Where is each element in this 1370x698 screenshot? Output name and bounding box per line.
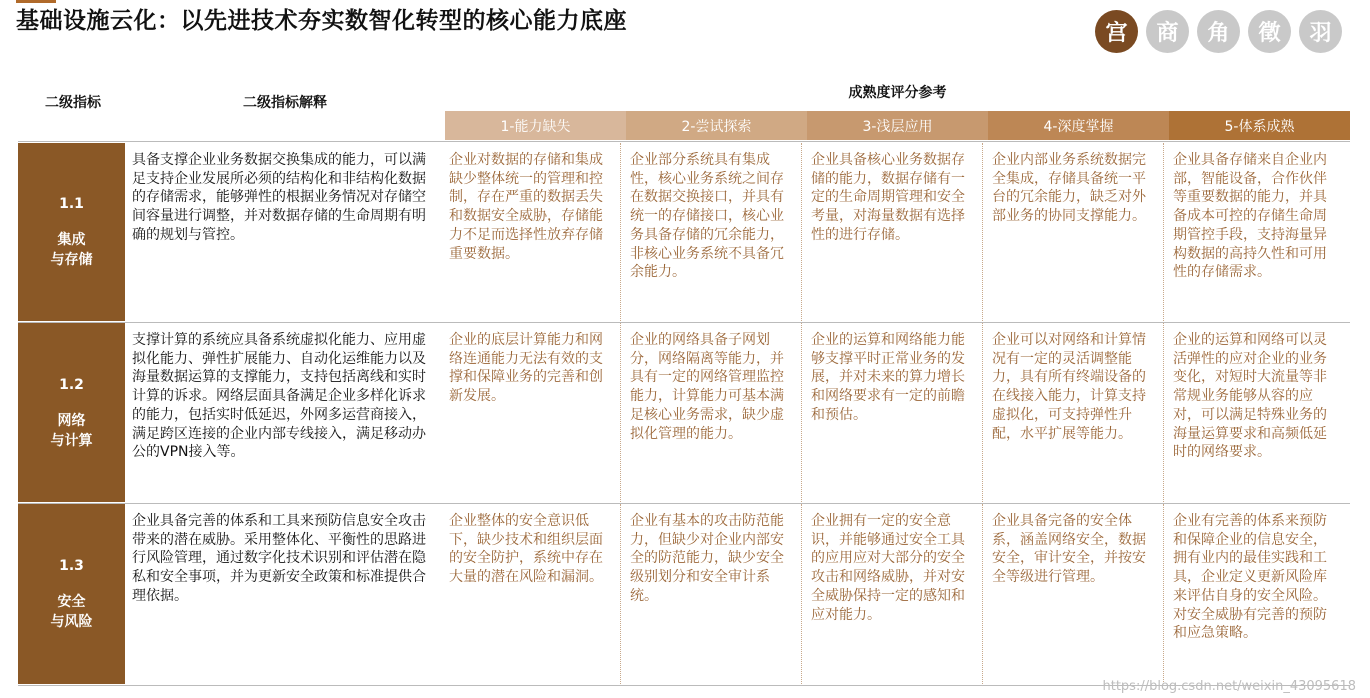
indicator-explanation: 企业具备完善的体系和工具来预防信息安全攻击带来的潜在威胁。采用整体化、平衡性的思路进行风险管理，通过数字化技术识别和评估潜在隐私和安全事项，并为更新安全政策和标准提供合理依据。 — [132, 513, 426, 604]
level-2-cell: 企业的网络具备子网划分，网络隔离等能力，并具有一定的网络管理监控能力，计算能力可基本满足核心业务需求，缺少虚拟化管理的能力。 — [620, 323, 801, 502]
indicator-number: 1.3 — [59, 558, 84, 574]
table-row — [18, 143, 1350, 321]
indicator-explanation: 具备支撑企业业务数据交换集成的能力，可以满足支持企业发展所必须的结构化和非结构化数据的存储需求，能够弹性的根据业务情况对存储空间容量进行调整，并对数据存储的生命周期有明确的规划与管控。 — [132, 152, 426, 243]
level-5-cell: 企业的运算和网络可以灵活弹性的应对企业的业务变化，对短时大流量等非常规业务能够从容的应对，可以满足特殊业务的海量运算要求和高频低延时的网络要求。 — [1163, 323, 1344, 502]
table-row — [18, 504, 1350, 684]
nav-circle-jue[interactable]: 角 — [1197, 10, 1240, 53]
level-3-cell: 企业的运算和网络能力能够支撑平时正常业务的发展，并对未来的算力增长和网络要求有一定的前瞻和预估。 — [801, 323, 982, 502]
maturity-levels — [445, 111, 1350, 140]
level-1-cell: 企业对数据的存储和集成缺少整体统一的管理和控制，存在严重的数据丢失和数据安全威胁，存储能力不足而选择性放弃存储重要数据。 — [449, 152, 603, 262]
watermark-url: https://blog.csdn.net/weixin_43095618 — [1102, 679, 1356, 694]
nav-circle-zhi[interactable]: 徵 — [1248, 10, 1291, 53]
indicator-explanation: 支撑计算的系统应具备系统虚拟化能力、应用虚拟化能力、弹性扩展能力、自动化运维能力以及海量数据运算的支撑能力，支持包括离线和实时计算的诉求。网络层面具备满足企业多样化诉求的能力，包括实时低延迟，外网多运营商接入，满足跨区连接的企业内部专线接入，满足移动办公的VPN接入等。 — [132, 332, 426, 461]
level-2-cell: 企业有基本的攻击防范能力，但缺少对企业内部安全的防范能力，缺少安全级别划分和安全审计系统。 — [620, 504, 801, 684]
level-1-header: 1-能力缺失 — [445, 111, 626, 140]
level-2-header: 2-尝试探索 — [626, 111, 807, 140]
level-4-header: 4-深度掌握 — [988, 111, 1169, 140]
level-3-header: 3-浅层应用 — [807, 111, 988, 140]
level-5-cell: 企业具备存储来自企业内部，智能设备，合作伙伴等重要数据的能力，并具备成本可控的存储生命周期管控手段，支持海量异构数据的高持久性和可用性的存储需求。 — [1163, 143, 1344, 321]
nav-circle-yu[interactable]: 羽 — [1299, 10, 1342, 53]
indicator-cell — [18, 143, 125, 321]
level-3-cell: 企业具备核心业务数据存储的能力，数据存储有一定的生命周期管理和安全考量，对海量数据有选择性的进行存储。 — [801, 143, 982, 321]
page-title: 基础设施云化：以先进技术夯实数智化转型的核心能力底座 — [16, 8, 627, 34]
level-2-cell: 企业部分系统具有集成性，核心业务系统之间存在数据交换接口，并具有统一的存储接口，核心业务具备存储的冗余能力，非核心业务系统不具备冗余能力。 — [620, 143, 801, 321]
level-3-cell: 企业拥有一定的安全意识，并能够通过安全工具的应用应对大部分的安全攻击和网络威胁，并对安全威胁保持一定的感知和应对能力。 — [801, 504, 982, 684]
indicator-cell — [18, 323, 125, 502]
level-1-cell: 企业的底层计算能力和网络连通能力无法有效的支撑和保障业务的完善和创新发展。 — [449, 332, 603, 405]
indicator-cell — [18, 504, 125, 684]
level-4-cell: 企业具备完备的安全体系，涵盖网络安全，数据安全，审计安全，并按安全等级进行管理。 — [982, 504, 1163, 684]
header-indicator: 二级指标 — [45, 95, 101, 111]
nav-circles — [1095, 10, 1342, 53]
indicator-number: 1.1 — [59, 196, 84, 212]
header-maturity: 成熟度评分参考 — [848, 85, 947, 101]
divider — [18, 141, 1350, 142]
level-1-cell: 企业整体的安全意识低下，缺少技术和组织层面的安全防护，系统中存在大量的潜在风险和漏洞。 — [449, 513, 603, 586]
table-row — [18, 323, 1350, 502]
level-4-cell: 企业可以对网络和计算情况有一定的灵活调整能力，具有所有终端设备的在线接入能力，计算支持虚拟化，可支持弹性升配，水平扩展等能力。 — [982, 323, 1163, 502]
nav-circle-gong[interactable]: 宫 — [1095, 10, 1138, 53]
level-4-cell: 企业内部业务系统数据完全集成，存储具备统一平台的冗余能力，缺乏对外部业务的协同支撑能力。 — [982, 143, 1163, 321]
indicator-number: 1.2 — [59, 376, 84, 393]
nav-circle-shang[interactable]: 商 — [1146, 10, 1189, 53]
level-5-cell: 企业有完善的体系来预防和保障企业的信息安全，拥有业内的最佳实践和工具，企业定义更新风险库来评估自身的安全风险。对安全威胁有完善的预防和应急策略。 — [1163, 504, 1344, 684]
level-5-header: 5-体系成熟 — [1169, 111, 1350, 140]
indicator-name: 集成 与存储 — [50, 232, 93, 268]
header-explanation: 二级指标解释 — [243, 95, 327, 111]
indicator-name: 安全 与风险 — [50, 594, 93, 630]
indicator-name: 网络 与计算 — [50, 412, 93, 449]
